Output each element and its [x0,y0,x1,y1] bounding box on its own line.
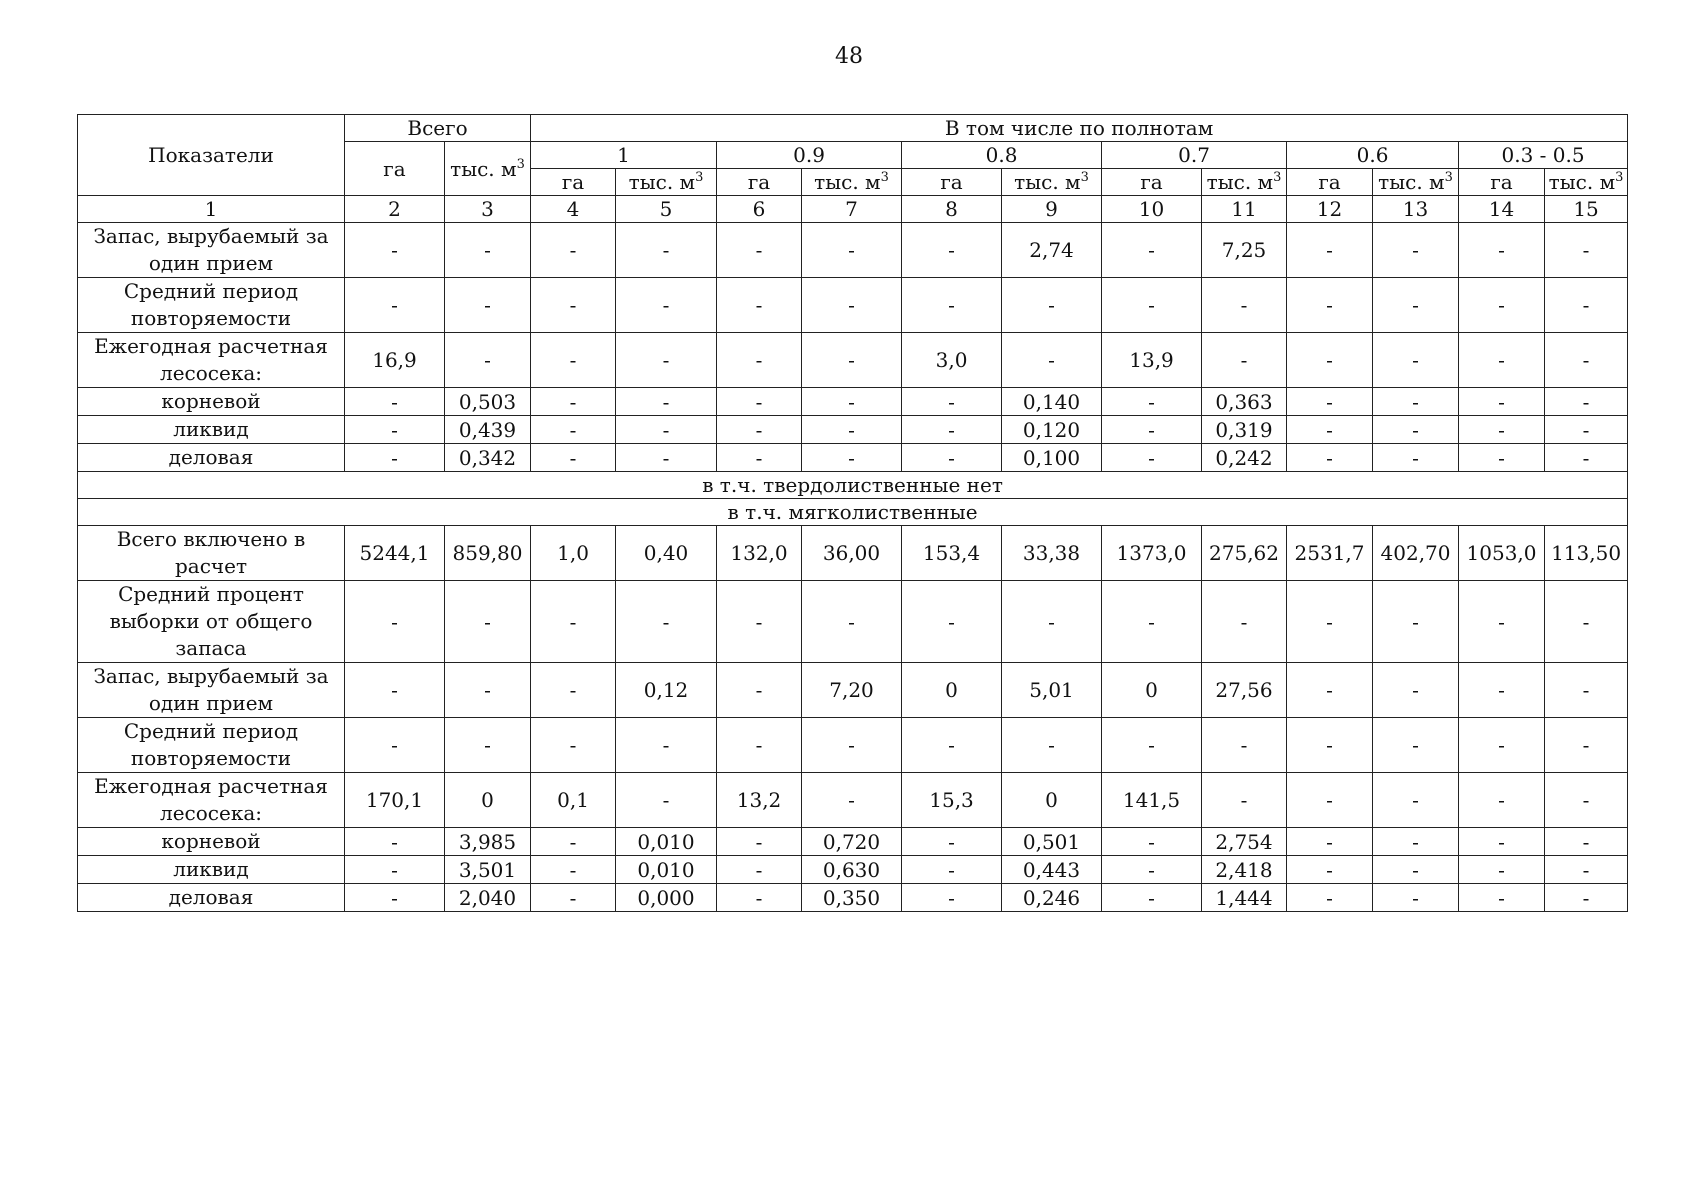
table-cell: - [717,388,802,416]
table-cell: - [902,856,1002,884]
header-density-4: 0.6 [1287,142,1459,169]
unit-text: тыс. м [814,170,881,194]
column-number: 9 [1002,196,1102,223]
table-cell: 0,720 [802,828,902,856]
table-row [78,773,1628,828]
table-cell: 0,439 [445,416,531,444]
table-row [78,856,1628,884]
table-cell: - [1373,333,1459,388]
table-cell: - [531,223,616,278]
table-cell: - [902,884,1002,912]
table-cell: - [345,884,445,912]
table-cell: - [345,828,445,856]
table-cell: - [1287,663,1373,718]
column-number: 14 [1459,196,1545,223]
table-cell: - [1459,884,1545,912]
table-cell: 0,443 [1002,856,1102,884]
row-label: деловая [78,444,345,472]
table-cell: - [902,444,1002,472]
table-cell: - [802,333,902,388]
table-cell: 27,56 [1202,663,1287,718]
table-cell: 0,120 [1002,416,1102,444]
table-cell: - [445,581,531,663]
table-cell: 5244,1 [345,526,445,581]
table-cell: 1373,0 [1102,526,1202,581]
table-cell: - [1545,416,1628,444]
row-label: Средний процент выборки от общего запаса [78,581,345,663]
row-label: Запас, вырубаемый за один прием [78,663,345,718]
row-label: Ежегодная расчетная лесосека: [78,773,345,828]
unit-text: тыс. м [450,156,517,181]
table-cell: 141,5 [1102,773,1202,828]
table-cell: 0,40 [616,526,717,581]
table-cell: - [1459,388,1545,416]
table-cell: - [531,663,616,718]
table-cell: 0,319 [1202,416,1287,444]
header-by-density: В том числе по полнотам [531,115,1628,142]
header-total: Всего [345,115,531,142]
table-cell: - [1002,581,1102,663]
row-label: Ежегодная расчетная лесосека: [78,333,345,388]
column-number: 7 [802,196,902,223]
header-density-1: 0.9 [717,142,902,169]
table-cell: - [1002,333,1102,388]
table-cell: - [1202,333,1287,388]
table-row [78,278,1628,333]
table-cell: 2531,7 [1287,526,1373,581]
table-cell: - [1287,333,1373,388]
column-number: 13 [1373,196,1459,223]
table-cell: - [345,856,445,884]
header-density-2: 0.8 [902,142,1102,169]
table-cell: 113,50 [1545,526,1628,581]
header-unit-thous [1202,169,1287,196]
header-total-ha: га [345,142,445,196]
table-cell: 2,74 [1002,223,1102,278]
table-row [78,526,1628,581]
column-number: 6 [717,196,802,223]
header-row-1 [78,115,1628,142]
table-cell: - [1287,884,1373,912]
table-cell: - [802,388,902,416]
table-cell: - [1373,388,1459,416]
table-cell: - [1102,581,1202,663]
table-cell: - [717,718,802,773]
table-cell: - [717,884,802,912]
section-title: в т.ч. твердолиственные нет [78,472,1628,499]
table-cell: 2,418 [1202,856,1287,884]
table-cell: - [1373,718,1459,773]
column-number-row [78,196,1628,223]
header-unit-thous [1545,169,1628,196]
table-cell: - [1545,856,1628,884]
column-number: 5 [616,196,717,223]
table-cell: 0,342 [445,444,531,472]
table-cell: - [531,718,616,773]
table-cell: - [445,718,531,773]
unit-exponent: 3 [1273,170,1282,185]
table-cell: 0,100 [1002,444,1102,472]
table-cell: 0,350 [802,884,902,912]
table-cell: - [802,278,902,333]
unit-text: тыс. м [1206,170,1274,194]
table-cell: - [445,663,531,718]
table-cell: 0,501 [1002,828,1102,856]
table-cell: 859,80 [445,526,531,581]
table-cell: - [802,416,902,444]
table-cell: - [1202,581,1287,663]
table-cell: 2,754 [1202,828,1287,856]
table-cell: - [531,278,616,333]
table-cell: - [1459,718,1545,773]
table-cell: 13,9 [1102,333,1202,388]
table-cell: - [616,388,717,416]
unit-exponent: 3 [880,170,889,185]
table-cell: - [902,278,1002,333]
table-cell: - [531,581,616,663]
table-cell: 0,010 [616,856,717,884]
table-cell: - [1545,388,1628,416]
table-cell: - [531,388,616,416]
column-number: 11 [1202,196,1287,223]
table-cell: - [717,828,802,856]
table-cell: - [1459,444,1545,472]
column-number: 12 [1287,196,1373,223]
table-cell: 36,00 [802,526,902,581]
table-cell: - [616,333,717,388]
row-label: Средний период повторяемости [78,278,345,333]
table-cell: 132,0 [717,526,802,581]
table-cell: - [1373,856,1459,884]
table-cell: - [1459,416,1545,444]
table-cell: - [616,223,717,278]
table-cell: - [717,416,802,444]
header-unit-thous [802,169,902,196]
header-density-3: 0.7 [1102,142,1287,169]
table-cell: - [802,773,902,828]
table-cell: 0,503 [445,388,531,416]
table-cell: - [531,856,616,884]
unit-text: тыс. м [1014,170,1081,194]
table-cell: - [1102,884,1202,912]
table-cell: 7,25 [1202,223,1287,278]
table-row [78,718,1628,773]
table-cell: - [1287,416,1373,444]
table-cell: - [1202,718,1287,773]
column-number: 3 [445,196,531,223]
table-cell: 0,246 [1002,884,1102,912]
column-number: 10 [1102,196,1202,223]
table-cell: - [1459,856,1545,884]
table-row [78,884,1628,912]
table-cell: 7,20 [802,663,902,718]
table-cell: - [345,718,445,773]
table-cell: - [802,581,902,663]
table-cell: - [717,663,802,718]
table-cell: - [616,773,717,828]
table-cell: - [802,444,902,472]
table-cell: 3,0 [902,333,1002,388]
table-cell: - [1373,581,1459,663]
table-cell: - [717,333,802,388]
table-cell: - [1373,278,1459,333]
table-cell: - [531,444,616,472]
table-cell: 0,000 [616,884,717,912]
unit-exponent: 3 [1080,170,1089,185]
table-cell: - [345,223,445,278]
table-cell: - [445,333,531,388]
header-unit-ha: га [531,169,616,196]
table-cell: - [1459,333,1545,388]
table-cell: 2,040 [445,884,531,912]
table-cell: - [1287,278,1373,333]
table-cell: - [1287,718,1373,773]
header-unit-ha: га [717,169,802,196]
table-cell: - [1373,773,1459,828]
header-unit-ha: га [1287,169,1373,196]
table-row [78,581,1628,663]
row-label: корневой [78,388,345,416]
table-cell: - [717,856,802,884]
table-cell: 0 [445,773,531,828]
row-label: Всего включено в расчет [78,526,345,581]
table-cell: - [1002,278,1102,333]
table-cell: 0,140 [1002,388,1102,416]
table-cell: 16,9 [345,333,445,388]
table-cell: - [616,581,717,663]
table-cell: - [1102,444,1202,472]
table-cell: - [345,388,445,416]
header-density-0: 1 [531,142,717,169]
table-cell: - [1287,828,1373,856]
table-cell: - [1459,581,1545,663]
table-cell: - [1287,388,1373,416]
table-cell: 5,01 [1002,663,1102,718]
table-cell: - [1545,773,1628,828]
table-cell: - [1373,416,1459,444]
unit-exponent: 3 [1615,170,1624,185]
table-cell: 1,0 [531,526,616,581]
table-cell: 0,363 [1202,388,1287,416]
table-cell: 170,1 [345,773,445,828]
table-cell: - [717,444,802,472]
table-cell: - [445,223,531,278]
unit-exponent: 3 [1444,170,1453,185]
table-cell: - [1102,718,1202,773]
table-row [78,388,1628,416]
table-cell: 0,12 [616,663,717,718]
table-cell: - [1373,884,1459,912]
table-cell: - [1459,278,1545,333]
header-density-5: 0.3 - 0.5 [1459,142,1628,169]
header-unit-ha: га [1459,169,1545,196]
table-cell: - [1545,718,1628,773]
table-cell: - [1373,444,1459,472]
table-cell: - [1287,444,1373,472]
unit-exponent: 3 [695,170,704,185]
table-cell: 275,62 [1202,526,1287,581]
table-cell: - [1545,333,1628,388]
table-cell: - [1202,773,1287,828]
row-label: корневой [78,828,345,856]
table-cell: - [1373,663,1459,718]
table-cell: - [1373,828,1459,856]
table-cell: - [1545,828,1628,856]
header-total-thous [445,142,531,196]
table-cell: - [802,223,902,278]
table-cell: - [345,663,445,718]
row-label: ликвид [78,856,345,884]
table-cell: - [1545,884,1628,912]
table-cell: - [1459,773,1545,828]
table-cell: - [1459,828,1545,856]
table-cell: - [1102,223,1202,278]
table-cell: - [616,278,717,333]
column-number: 2 [345,196,445,223]
table-cell: - [616,416,717,444]
row-label: Средний период повторяемости [78,718,345,773]
header-unit-thous [1373,169,1459,196]
table-cell: - [902,388,1002,416]
unit-text: тыс. м [628,170,696,194]
section-row [78,499,1628,526]
table-cell: 1053,0 [1459,526,1545,581]
table-cell: - [902,718,1002,773]
table-cell: - [1459,663,1545,718]
forest-table [77,114,1628,912]
table-cell: - [902,223,1002,278]
table-cell: - [1287,223,1373,278]
table-cell: - [717,278,802,333]
table-cell: 0,630 [802,856,902,884]
section-row [78,472,1628,499]
column-number: 15 [1545,196,1628,223]
table-cell: - [1002,718,1102,773]
table-cell: 33,38 [1002,526,1102,581]
table-cell: - [1102,278,1202,333]
table-row [78,828,1628,856]
unit-text: тыс. м [1548,170,1616,194]
table-cell: - [1287,856,1373,884]
table-cell: - [1459,223,1545,278]
row-label: Запас, вырубаемый за один прием [78,223,345,278]
table-cell: 402,70 [1373,526,1459,581]
table-cell: - [902,581,1002,663]
table-cell: - [1102,416,1202,444]
header-unit-thous [616,169,717,196]
row-label: ликвид [78,416,345,444]
table-cell: 0,242 [1202,444,1287,472]
header-unit-ha: га [902,169,1002,196]
table-cell: - [717,223,802,278]
table-cell: 0 [902,663,1002,718]
table-row [78,444,1628,472]
table-cell: 0,010 [616,828,717,856]
table-cell: - [616,444,717,472]
table-cell: 13,2 [717,773,802,828]
column-number: 1 [78,196,345,223]
table-cell: 1,444 [1202,884,1287,912]
table-cell: - [1102,388,1202,416]
table-cell: - [1545,663,1628,718]
table-cell: - [1545,581,1628,663]
table-cell: 0 [1102,663,1202,718]
table-cell: 153,4 [902,526,1002,581]
table-cell: - [531,828,616,856]
table-row [78,416,1628,444]
table-cell: - [1102,856,1202,884]
table-cell: 0,1 [531,773,616,828]
table-cell: - [1287,581,1373,663]
table-cell: - [1545,223,1628,278]
table-cell: 3,501 [445,856,531,884]
table-cell: 0 [1002,773,1102,828]
unit-exponent: 3 [516,156,525,172]
unit-text: тыс. м [1378,170,1445,194]
table-cell: - [1373,223,1459,278]
row-label: деловая [78,884,345,912]
table-cell: - [802,718,902,773]
table-row [78,223,1628,278]
table-cell: - [717,581,802,663]
header-unit-thous [1002,169,1102,196]
table-row [78,663,1628,718]
table-cell: - [531,884,616,912]
table-cell: - [1202,278,1287,333]
table-cell: - [345,444,445,472]
column-number: 8 [902,196,1002,223]
table-cell: - [1287,773,1373,828]
column-number: 4 [531,196,616,223]
table-cell: - [531,333,616,388]
table-cell: - [616,718,717,773]
table-cell: 15,3 [902,773,1002,828]
table-cell: - [531,416,616,444]
table-cell: 3,985 [445,828,531,856]
table-row [78,333,1628,388]
table-cell: - [345,416,445,444]
page-number: 48 [835,44,863,69]
table-cell: - [1545,278,1628,333]
table-cell: - [345,278,445,333]
table-cell: - [902,416,1002,444]
table-cell: - [445,278,531,333]
header-unit-ha: га [1102,169,1202,196]
table-cell: - [1545,444,1628,472]
table-cell: - [345,581,445,663]
header-indicators: Показатели [78,115,345,196]
table-cell: - [902,828,1002,856]
section-title: в т.ч. мягколиственные [78,499,1628,526]
table-cell: - [1102,828,1202,856]
